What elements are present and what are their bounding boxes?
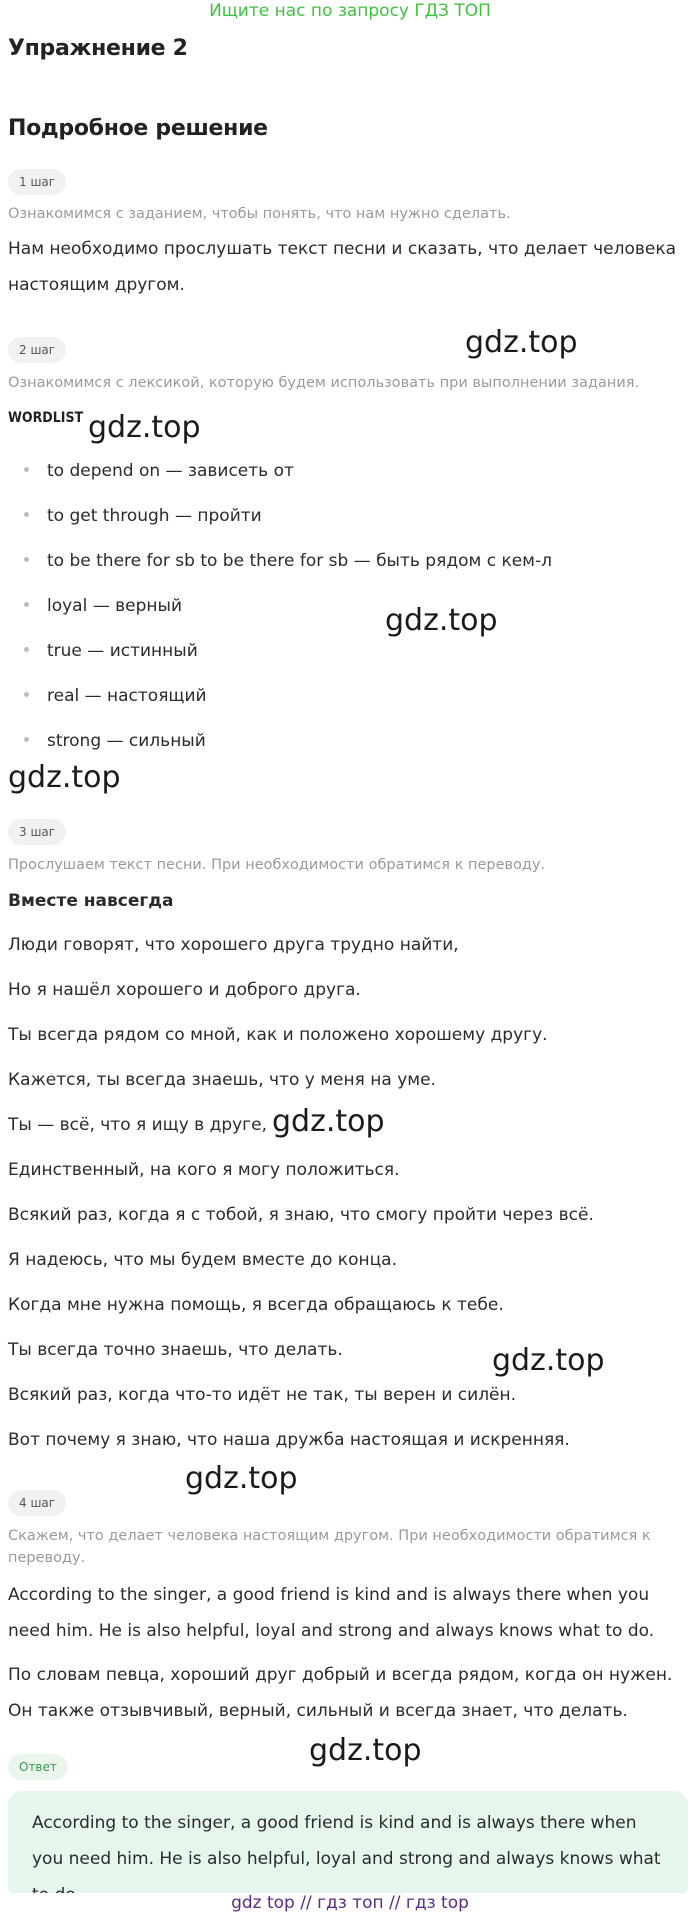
list-item: strong — сильный <box>24 731 206 751</box>
step-hint: Ознакомимся с лексикой, которую будем использовать при выполнении задания. <box>8 375 640 391</box>
song-line: Люди говорят, что хорошего друга трудно найти, <box>8 935 459 955</box>
bullet-icon <box>24 602 29 607</box>
step-hint: Ознакомимся с заданием, чтобы понять, что нам нужно сделать. <box>8 206 511 222</box>
bullet-icon <box>24 557 29 562</box>
bullet-icon <box>24 647 29 652</box>
song-line: Всякий раз, когда что-то идёт не так, ты верен и силён. <box>8 1385 517 1405</box>
watermark: gdz.top <box>492 1343 605 1378</box>
step-badge: 4 шаг <box>8 1490 66 1516</box>
song-line: Кажется, ты всегда знаешь, что у меня на уме. <box>8 1070 436 1090</box>
watermark: gdz.top <box>8 760 121 795</box>
step-hint: Прослушаем текст песни. При необходимости обратимся к переводу. <box>8 857 546 873</box>
solution-title: Подробное решение <box>8 116 268 141</box>
song-line: Ты всегда точно знаешь, что делать. <box>8 1340 343 1360</box>
song-line: Когда мне нужна помощь, я всегда обращаюсь к тебе. <box>8 1295 504 1315</box>
list-item: to get through — пройти <box>24 506 262 526</box>
song-line: Единственный, на кого я могу положиться. <box>8 1160 400 1180</box>
step-hint: Скажем, что делает человека настоящим другом. При необходимости обратимся к переводу. <box>8 1528 651 1566</box>
list-item: loyal — верный <box>24 596 182 616</box>
list-item: true — истинный <box>24 641 198 661</box>
song-line: Всякий раз, когда я с тобой, я знаю, что смогу пройти через всё. <box>8 1205 594 1225</box>
step-badge: 1 шаг <box>8 169 66 195</box>
song-line: Но я нашёл хорошего и доброго друга. <box>8 980 361 1000</box>
watermark: gdz.top <box>465 325 578 360</box>
search-banner: Ищите нас по запросу ГДЗ ТОП <box>209 1 491 21</box>
answer-box <box>8 1791 688 1899</box>
list-item: real — настоящий <box>24 686 207 706</box>
bullet-icon <box>24 692 29 697</box>
watermark: gdz.top <box>385 603 498 638</box>
song-line: Вот почему я знаю, что наша дружба настоящая и искренняя. <box>8 1430 570 1450</box>
bullet-icon <box>24 512 29 517</box>
exercise-title: Упражнение 2 <box>8 36 188 61</box>
watermark: gdz.top <box>185 1461 298 1496</box>
list-item: to depend on — зависеть от <box>24 461 294 481</box>
list-item: to be there for sb to be there for sb — быть рядом с кем-л <box>24 551 552 571</box>
song-line: Ты всегда рядом со мной, как и положено хорошему другу. <box>8 1025 548 1045</box>
watermark: gdz.top <box>88 410 201 445</box>
answer-text: According to the singer, a good friend is kind and is always there when you need him. He is also helpful, loyal and strong and always knows what <box>32 1813 661 1869</box>
wordlist-title: WORDLIST <box>8 410 84 426</box>
step-badge: 3 шаг <box>8 819 66 845</box>
footer: gdz top // гдз топ // гдз top <box>0 1893 700 1914</box>
step-badge: 2 шаг <box>8 337 66 363</box>
song-line: Я надеюсь, что мы будем вместе до конца. <box>8 1250 397 1270</box>
bullet-icon <box>24 467 29 472</box>
watermark: gdz.top <box>309 1733 422 1768</box>
bullet-icon <box>24 737 29 742</box>
answer-badge: Ответ <box>8 1754 68 1780</box>
step-text-ru: По словам певца, хороший друг добрый и всегда рядом, когда он нужен. Он также отзывчивый, верный, сильный и всегда знает, что делать. <box>8 1665 673 1721</box>
song-line: Ты — всё, что я ищу в друге, <box>8 1115 267 1135</box>
step-text: Нам необходимо прослушать текст песни и сказать, что делает человека настоящим другом. <box>8 239 677 295</box>
step-text-en: According to the singer, a good friend is kind and is always there when you need him. He is also helpful, loyal and strong and always knows what to do. <box>8 1585 655 1641</box>
watermark: gdz.top <box>272 1104 385 1139</box>
song-title: Вместе навсегда <box>8 891 174 911</box>
